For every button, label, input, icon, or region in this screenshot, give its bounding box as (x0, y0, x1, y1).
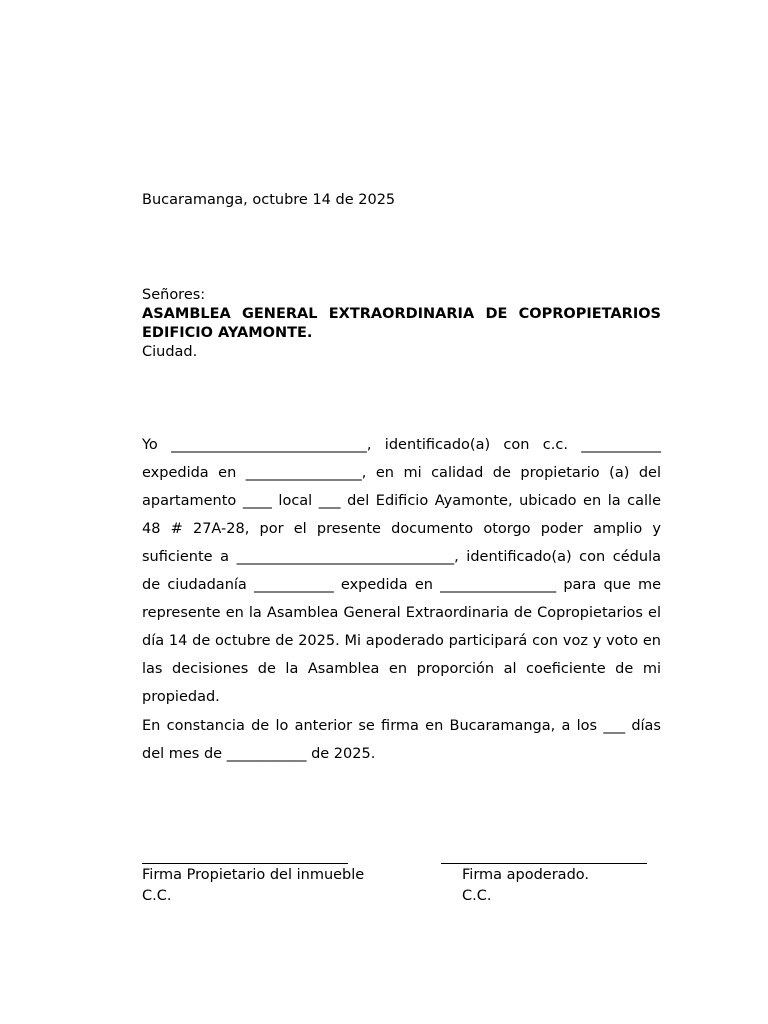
body-paragraph-power-of-attorney: Yo ___________________________, identificado(a) con c.c. ___________ expedida en ________________, en mi calidad de propietario (a) del apartamento ____ local ___ del Edificio Ayamonte, ubicado en la calle 48 # 27A-28, por el presente documento otorgo poder amplio y suficiente a ______________________________, identificado(a) con cédula de ciudadanía ___________ expedida en ________________ para que me represente en la Asamblea General Extraordinaria de Copropietarios el día 14 de octubre de 2025. Mi apoderado participará con voz y voto en las decisiones de la Asamblea en proporción al coeficiente de mi propiedad. (142, 437, 661, 705)
recipient-block (142, 286, 661, 362)
salutation: Señores: (142, 287, 206, 303)
addressee: ASAMBLEA GENERAL EXTRAORDINARIA DE COPROPIETARIOS EDIFICIO AYAMONTE. (142, 306, 661, 341)
owner-signature-block (142, 846, 372, 906)
date-line: Bucaramanga, octubre 14 de 2025 (142, 192, 396, 208)
owner-signature-label: Firma Propietario del inmueble (142, 867, 365, 883)
owner-signature-line (142, 846, 348, 864)
proxy-signature-block (441, 846, 671, 906)
proxy-id-label: C.C. (462, 888, 492, 904)
proxy-signature-line (441, 846, 647, 864)
proxy-signature-label: Firma apoderado. (462, 867, 590, 883)
city: Ciudad. (142, 344, 198, 360)
owner-id-label: C.C. (142, 888, 172, 904)
body-paragraph-closing: En constancia de lo anterior se firma en Bucaramanga, a los ___ días del mes de ___________ de 2025. (142, 718, 661, 762)
